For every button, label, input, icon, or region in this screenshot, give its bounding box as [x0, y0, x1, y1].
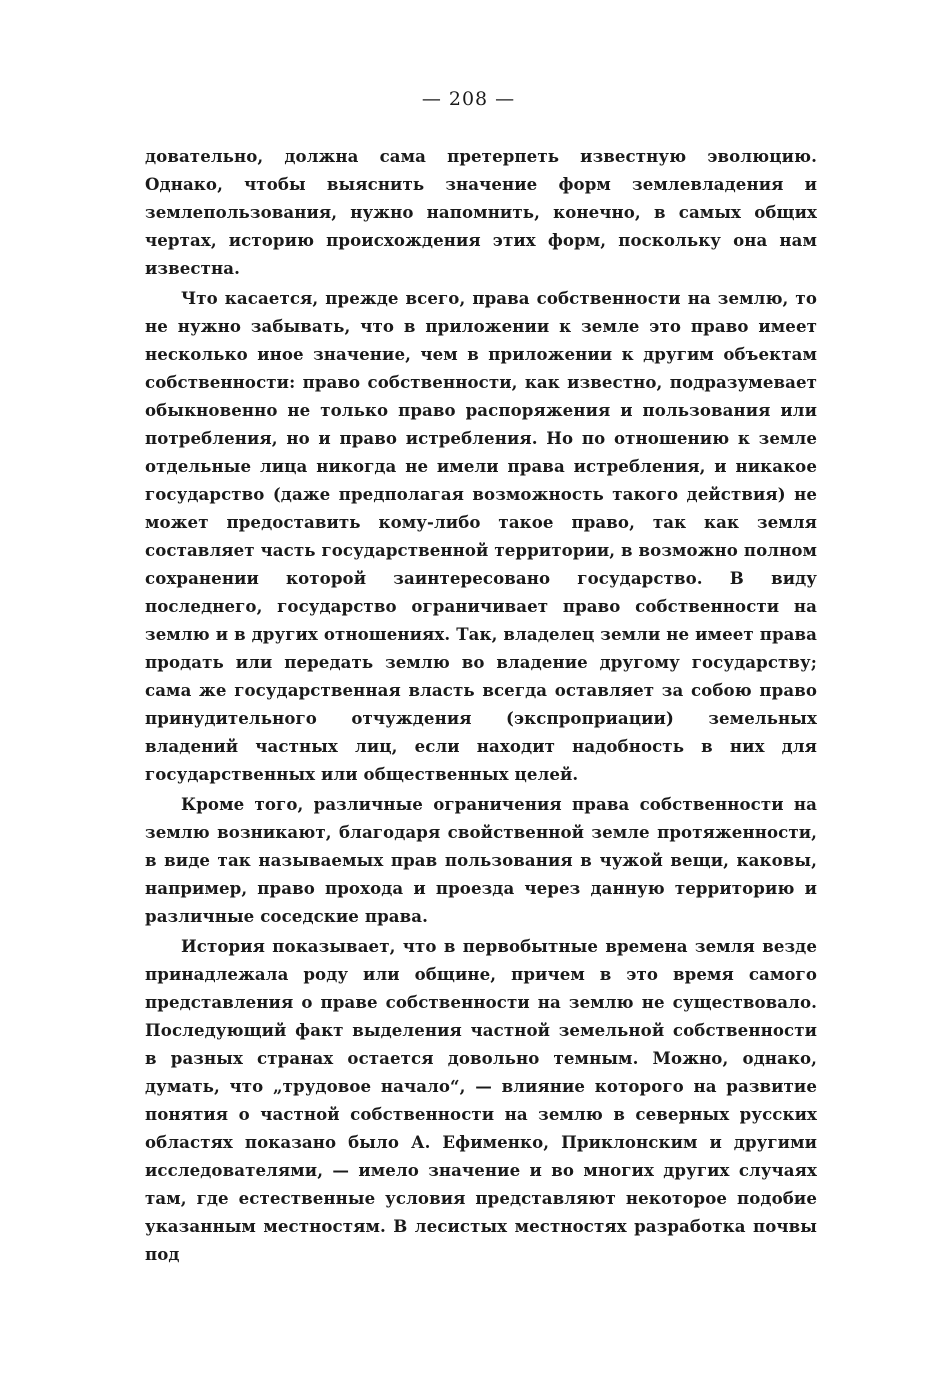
paragraph-history: История показывает, что в первобытные времена земля везде принадлежала роду или общине, причем в это время самого представления о праве собственности на землю не существовало. Последующий факт выделения частной земельной собственности в разных странах остается довольно темным. Можно, однако, думать, что „трудовое начало“, — влияние которого на развитие понятия о частной собственности на землю в северных русских областях показано было А. Ефименко, Приклонским и другими исследователями, — имело значение и во многих других случаях там, где естественные условия представляют некоторое подобие указанным местностям. В лесистых местностях разработка почвы под: [145, 936, 817, 1264]
text-body: [145, 142, 817, 1268]
paragraph-land-ownership: Что касается, прежде всего, права собственности на землю, то не нужно забывать, что в приложении к земле это право имеет несколько иное значение, чем в приложении к другим объектам собственности: право собственности, как известно, подразумевает обыкновенно не только право распоряжения и пользования или потребления, но и право истребления. Но по отношению к земле отдельные лица никогда не имели права истребления, и никакое государство (даже предполагая возможность такого действия) не может предоставить кому-либо такое право, так как земля составляет часть государственной территории, в возможно полном сохранении которой заинтересовано государство. В виду последнего, государство ограничивает право собственности на землю и в других отношениях. Так, владелец земли не имеет права продать или передать землю во владение другому государству; сама же государственная власть всегда оставляет за собою право принудительного отчуждения (экспроприации) земельных владений частных лиц, если находит надобность в них для государственных или общественных целей.: [145, 288, 817, 784]
page-number: — 208 —: [421, 88, 516, 110]
paragraph-restrictions: Кроме того, различные ограничения права собственности на землю возникают, благодаря свойственной земле протяженности, в виде так называемых прав пользования в чужой вещи, каковы, например, право прохода и проезда через данную территорию и различные соседские права.: [145, 794, 817, 926]
paragraph-continuation: довательно, должна сама претерпеть известную эволюцию. Однако, чтобы выяснить значение форм землевладения и землепользования, нужно напомнить, конечно, в самых общих чертах, историю происхождения этих форм, поскольку она нам известна.: [145, 146, 817, 278]
